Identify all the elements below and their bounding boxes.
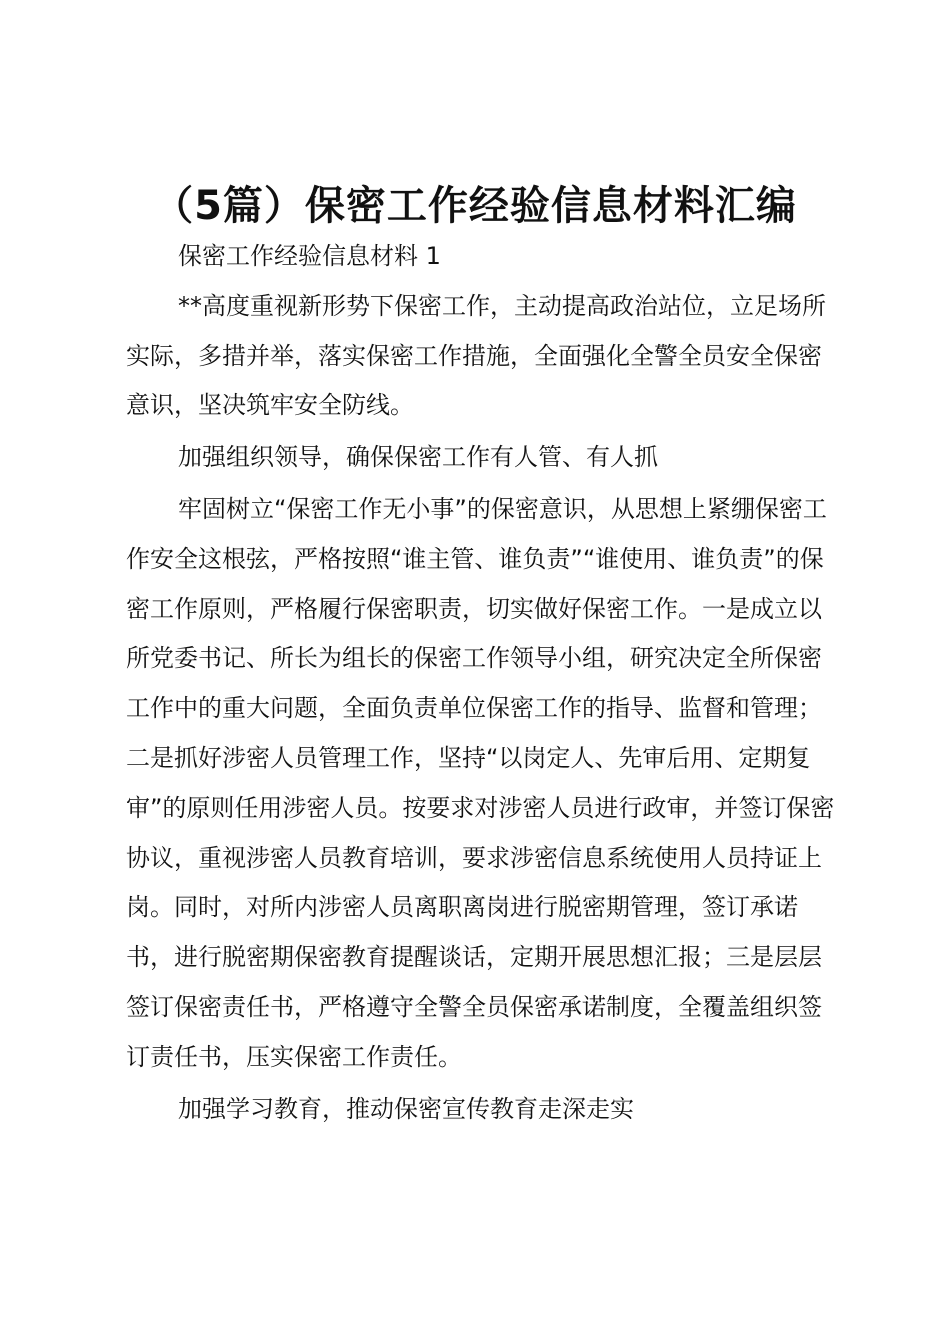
- paragraph-intro: **高度重视新形势下保密工作，主动提高政治站位，立足场所实际，多措并举，落实保密工作措施，全面强化全警全员安全保密意识，坚决筑牢安全防线。: [126, 291, 826, 420]
- paragraph-organization: 牢固树立“保密工作无小事”的保密意识，从思想上紧绷保密工作安全这根弦，严格按照“谁主管、谁负责”“谁使用、谁负责”的保密工作原则，严格履行保密职责，切实做好保密工作。一是成立以所党委书记、所长为组长的保密工作领导小组，研究决定全所保密工作中的重大问题，全面负责单位保密工作的指导、监督和管理；二是抓好涉密人员管理工作，坚持“以岗定人、先审后用、定期复审”的原则任用涉密人员。按要求对涉密人员进行政审，并签订保密协议，重视涉密人员教育培训，要求涉密信息系统使用人员持证上岗。同时，对所内涉密人员离职离岗进行脱密期管理，签订承诺书，进行脱密期保密教育提醒谈话，定期开展思想汇报；三是层层签订保密责任书，严格遵守全警全员保密承诺制度，全覆盖组织签订责任书，压实保密工作责任。: [126, 494, 835, 1071]
- document-body: [126, 232, 838, 1136]
- section-subtitle: 保密工作经验信息材料 1: [178, 242, 441, 270]
- section-heading-education: 加强学习教育，推动保密宣传教育走深走实: [178, 1094, 634, 1123]
- section-heading-organization: 加强组织领导，确保保密工作有人管、有人抓: [178, 443, 658, 472]
- document-title: （5篇）保密工作经验信息材料汇编: [153, 183, 797, 229]
